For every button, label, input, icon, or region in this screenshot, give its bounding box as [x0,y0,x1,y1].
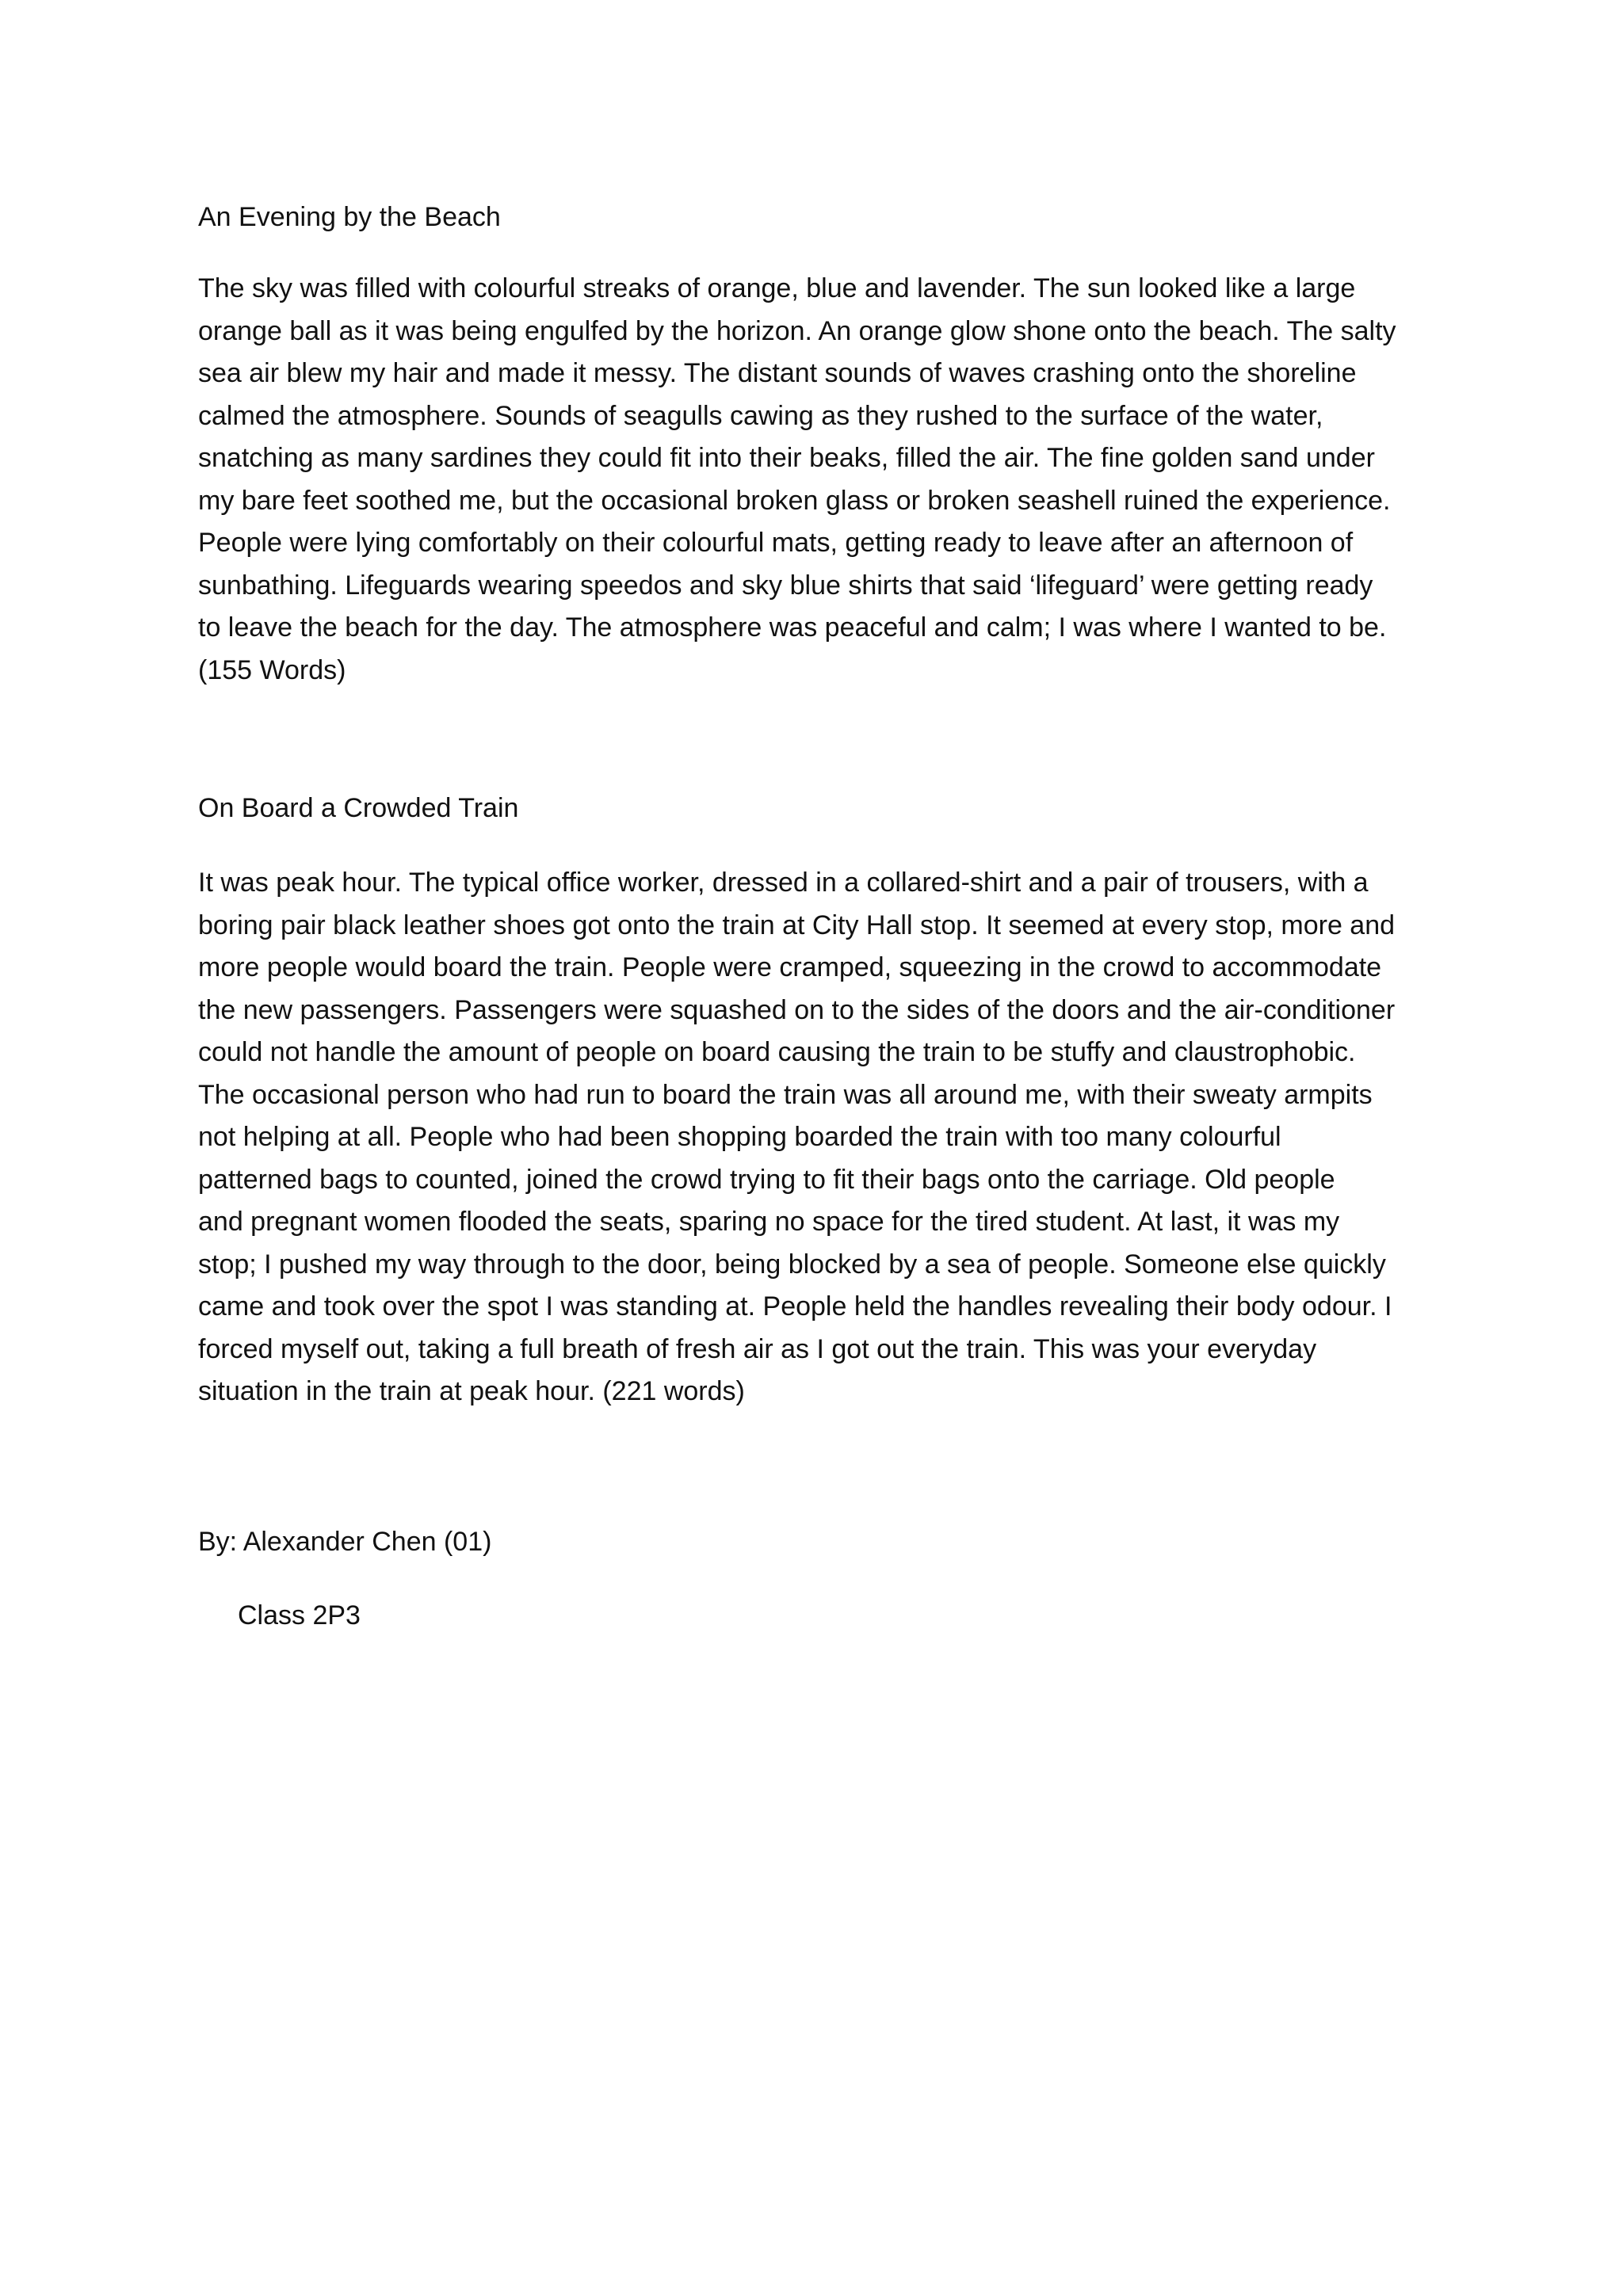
text-line: could not handle the amount of people on board causing the train to be stuffy and claustrophobic. [198,1037,1356,1067]
text-line: not helping at all. People who had been shopping boarded the train with too many colourful [198,1122,1281,1152]
text-line: snatching as many sardines they could fit into their beaks, filled the air. The fine golden sand under [198,443,1375,473]
text-line: and pregnant women flooded the seats, sparing no space for the tired student. At last, it was my [198,1207,1340,1237]
text-line: my bare feet soothed me, but the occasional broken glass or broken seashell ruined the experience. [198,485,1391,516]
text-line: boring pair black leather shoes got onto the train at City Hall stop. It seemed at every stop, more and [198,910,1396,940]
author-byline: By: Alexander Chen (01) [198,1527,492,1557]
text-line: sea air blew my hair and made it messy. The distant sounds of waves crashing onto the shoreline [198,358,1357,388]
text-line: stop; I pushed my way through to the door, being blocked by a sea of people. Someone else quickly [198,1249,1386,1280]
text-line: The sky was filled with colourful streaks of orange, blue and lavender. The sun looked like a large [198,273,1356,303]
text-line: calmed the atmosphere. Sounds of seagulls cawing as they rushed to the surface of the water, [198,400,1323,431]
class-label: Class 2P3 [238,1600,361,1630]
text-line: People were lying comfortably on their colourful mats, getting ready to leave after an afternoon of [198,528,1354,558]
essay-title-beach: An Evening by the Beach [198,202,501,232]
essay-body-train [198,862,1434,1413]
text-line: to leave the beach for the day. The atmosphere was peaceful and calm; I was where I wanted to be. [198,612,1387,643]
text-line: the new passengers. Passengers were squashed on to the sides of the doors and the air-conditioner [198,994,1396,1025]
text-line: It was peak hour. The typical office worker, dressed in a collared-shirt and a pair of trousers, with a [198,868,1369,898]
text-line: patterned bags to counted, joined the crowd trying to fit their bags onto the carriage. Old people [198,1164,1335,1195]
text-line: forced myself out, taking a full breath of fresh air as I got out the train. This was your everyday [198,1333,1317,1364]
text-line: came and took over the spot I was standing at. People held the handles revealing their body odour. I [198,1291,1392,1322]
text-line: The occasional person who had run to board the train was all around me, with their sweaty armpits [198,1079,1373,1110]
text-line: sunbathing. Lifeguards wearing speedos and sky blue shirts that said ‘lifeguard’ were getting ready [198,570,1373,601]
text-line: orange ball as it was being engulfed by the horizon. An orange glow shone onto the beach. The salty [198,315,1396,346]
text-line: situation in the train at peak hour. (221 words) [198,1376,745,1406]
essay-body-beach [198,268,1434,692]
word-count: (155 Words) [198,654,346,685]
essay-title-train: On Board a Crowded Train [198,793,519,823]
text-line: more people would board the train. People were cramped, squeezing in the crowd to accommodate [198,952,1382,982]
